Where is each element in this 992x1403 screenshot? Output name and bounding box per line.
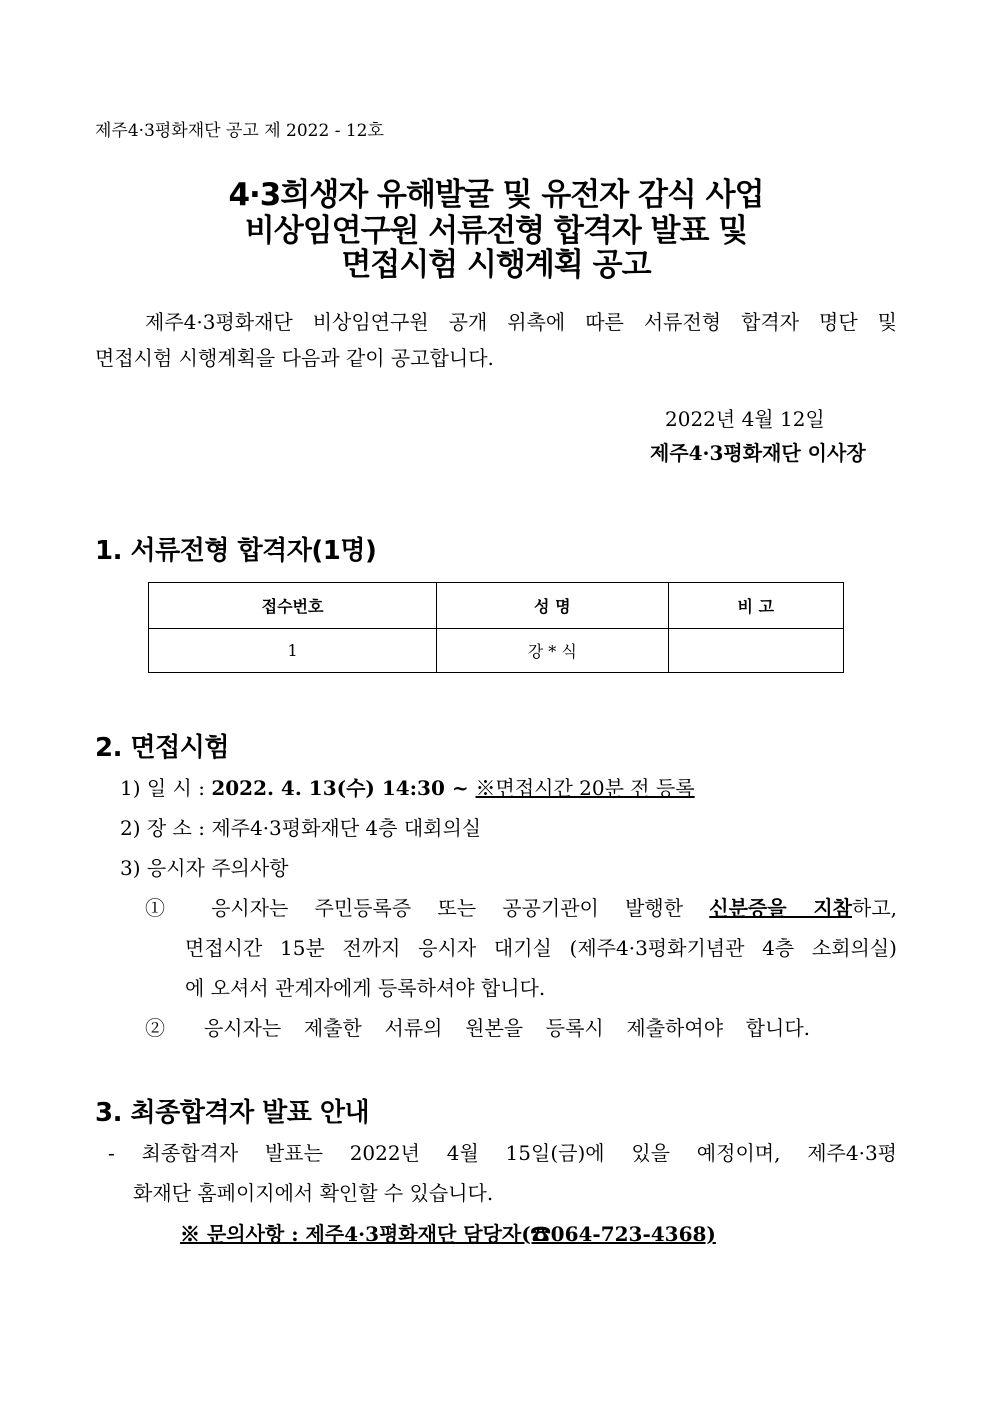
note-1-line-1 [145,892,897,921]
final-announcement-line-2: 화재단 홈페이지에서 확인할 수 있습니다. [133,1181,494,1205]
intro-line-1: 제주4·3평화재단 비상임연구원 공개 위촉에 따른 서류전형 합격자 명단 및 [145,310,897,334]
section-2-heading: 2. 면접시험 [95,733,229,763]
registration-note: ※면접시간 20분 전 등록 [475,776,695,800]
notice-number: 제주4·3평화재단 공고 제 2022 - 12호 [95,121,384,141]
note-1-suffix: 하고, [852,896,897,920]
contact-info: ※ 문의사항 : 제주4·3평화재단 담당자(☎064-723-4368) [180,1222,716,1246]
section-3-heading: 3. 최종합격자 발표 안내 [95,1098,370,1128]
announcement-date: 2022년 4월 12일 [665,407,825,431]
table-row [149,629,844,673]
header-remarks: 비 고 [668,583,843,629]
interview-location: 2) 장 소 : 제주4·3평화재단 4층 대회의실 [120,816,482,840]
header-name: 성 명 [437,583,668,629]
datetime-label: 1) 일 시 : [120,776,212,800]
cell-name: 강 * 식 [437,629,668,673]
cell-remarks [668,629,843,673]
note-1-emphasis: 신분증을 지참 [709,896,852,920]
section-1-heading: 1. 서류전형 합격자(1명) [95,536,377,566]
issuer-signature: 제주4·3평화재단 이사장 [650,441,866,465]
cell-receipt-number: 1 [149,629,437,673]
note-1-line-3: 에 오셔서 관계자에게 등록하셔야 합니다. [185,976,546,1000]
pass-table [148,582,844,673]
page-title-line-3: 면접시험 시행계획 공고 [341,247,651,283]
datetime-value: 2022. 4. 13(수) 14:30 ~ [211,776,476,800]
applicant-notes-title: 3) 응시자 주의사항 [120,856,289,880]
note-1-line-2: 면접시간 15분 전까지 응시자 대기실 (제주4·3평화기념관 4층 소회의실) [185,936,897,960]
intro-line-2: 면접시험 시행계획을 다음과 같이 공고합니다. [95,346,494,370]
page-title-line-1: 4·3희생자 유해발굴 및 유전자 감식 사업 [228,177,764,213]
header-receipt-number: 접수번호 [149,583,437,629]
note-1-prefix: ① 응시자는 주민등록증 또는 공공기관이 발행한 [145,896,710,920]
table-header-row [149,583,844,629]
final-announcement-line-1: - 최종합격자 발표는 2022년 4월 15일(금)에 있을 예정이며, 제주4·3평 [108,1141,897,1165]
page-title-line-2: 비상임연구원 서류전형 합격자 발표 및 [244,213,748,249]
note-2: ② 응시자는 제출한 서류의 원본을 등록시 제출하여야 합니다. [145,1016,810,1040]
interview-datetime [120,772,695,801]
